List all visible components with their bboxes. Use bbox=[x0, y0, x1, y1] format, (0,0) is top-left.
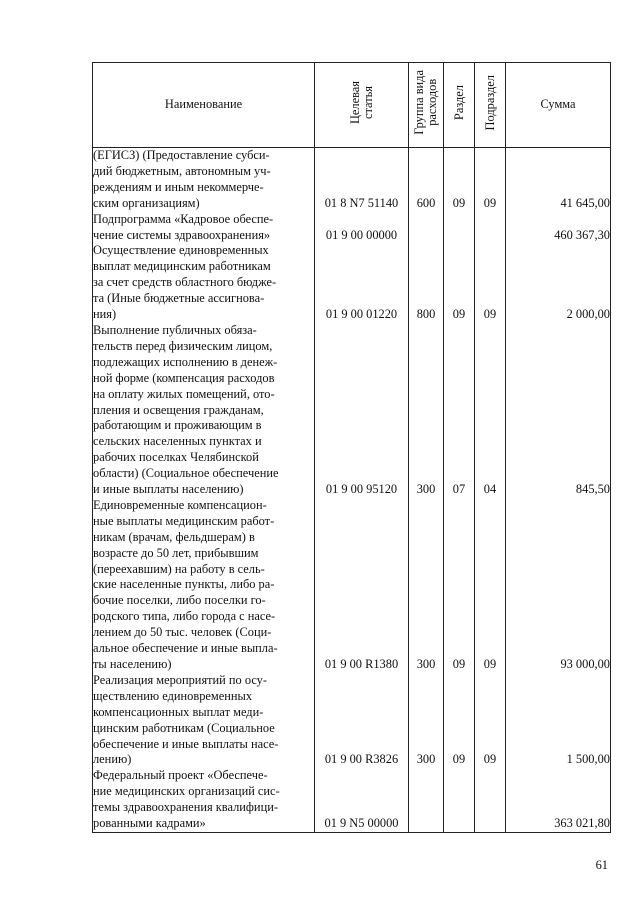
row-section: 07 bbox=[444, 323, 475, 498]
header-target: Целевая статья bbox=[315, 63, 409, 148]
row-name: Выполнение публичных обяза- тельств перед физическим лицом, подлежащих исполнению в денеж- ной форме (компенсация расходов на оплату жилых помещений, ото- пления и освещения гражданам, работающим и проживающим в сельских населенных пунктах и рабочих поселках Челябинской области) (Социальное обеспечение и иные выплаты населению) bbox=[93, 323, 315, 498]
row-group bbox=[409, 768, 444, 832]
row-target: 01 9 00 01220 bbox=[315, 243, 409, 323]
header-sum: Сумма bbox=[506, 63, 611, 148]
row-target: 01 9 00 R3826 bbox=[315, 673, 409, 768]
row-section bbox=[444, 768, 475, 832]
row-sum: 2 000,00 bbox=[506, 243, 611, 323]
header-section: Раздел bbox=[444, 63, 475, 148]
row-group: 300 bbox=[409, 498, 444, 673]
row-sum: 1 500,00 bbox=[506, 673, 611, 768]
row-section: 09 bbox=[444, 498, 475, 673]
row-subsection: 09 bbox=[475, 243, 506, 323]
row-target: 01 9 00 95120 bbox=[315, 323, 409, 498]
table-row bbox=[93, 498, 611, 673]
row-sum: 41 645,00 bbox=[506, 148, 611, 212]
row-subsection bbox=[475, 768, 506, 832]
row-section: 09 bbox=[444, 243, 475, 323]
row-group: 800 bbox=[409, 243, 444, 323]
header-subsection: Подраздел bbox=[475, 63, 506, 148]
table-row bbox=[93, 323, 611, 498]
row-target: 01 9 00 R1380 bbox=[315, 498, 409, 673]
row-sum: 460 367,30 bbox=[506, 212, 611, 244]
row-section bbox=[444, 212, 475, 244]
page-number: 61 bbox=[595, 858, 608, 872]
row-sum: 93 000,00 bbox=[506, 498, 611, 673]
table-row bbox=[93, 673, 611, 768]
row-name: Осуществление единовременных выплат медицинским работникам за счет средств областного бюдже- та (Иные бюджетные ассигнова- ния) bbox=[93, 243, 315, 323]
row-section: 09 bbox=[444, 148, 475, 212]
row-subsection: 09 bbox=[475, 498, 506, 673]
row-name: Реализация мероприятий по осу- ществлению единовременных компенсационных выплат меди- цинским работникам (Социальное обеспечение и иные выплаты насе- лению) bbox=[93, 673, 315, 768]
table-row bbox=[93, 243, 611, 323]
table-row bbox=[93, 212, 611, 244]
row-subsection: 04 bbox=[475, 323, 506, 498]
table-header-row bbox=[93, 63, 611, 148]
row-group bbox=[409, 212, 444, 244]
row-sum: 845,50 bbox=[506, 323, 611, 498]
header-group: Группа вида расходов bbox=[409, 63, 444, 148]
row-group: 300 bbox=[409, 323, 444, 498]
row-subsection bbox=[475, 212, 506, 244]
row-group: 300 bbox=[409, 673, 444, 768]
row-section: 09 bbox=[444, 673, 475, 768]
row-name: Единовременные компенсацион- ные выплаты медицинским работ- никам (врачам, фельдшерам) в возрасте до 50 лет, прибывшим (переехавшим) на работу в сель- ские населенные пункты, либо ра- бочие поселки, либо поселки го- родского типа, либо города с насе- лением до 50 тыс. человек (Соци- альное обеспечение и иные выпла- ты населению) bbox=[93, 498, 315, 673]
budget-table bbox=[92, 62, 611, 833]
header-name: Наименование bbox=[93, 63, 315, 148]
row-name: (ЕГИСЗ) (Предоставление субси- дий бюджетным, автономным уч- реждениям и иным некоммерче- ским организациям) bbox=[93, 148, 315, 212]
row-target: 01 8 N7 51140 bbox=[315, 148, 409, 212]
row-target: 01 9 N5 00000 bbox=[315, 768, 409, 832]
table-row bbox=[93, 148, 611, 212]
row-subsection: 09 bbox=[475, 673, 506, 768]
row-name: Подпрограмма «Кадровое обеспе- чение системы здравоохранения» bbox=[93, 212, 315, 244]
table-row bbox=[93, 768, 611, 832]
row-name: Федеральный проект «Обеспече- ние медицинских организаций сис- темы здравоохранения квалифици- рованными кадрами» bbox=[93, 768, 315, 832]
row-target: 01 9 00 00000 bbox=[315, 212, 409, 244]
row-group: 600 bbox=[409, 148, 444, 212]
row-subsection: 09 bbox=[475, 148, 506, 212]
row-sum: 363 021,80 bbox=[506, 768, 611, 832]
